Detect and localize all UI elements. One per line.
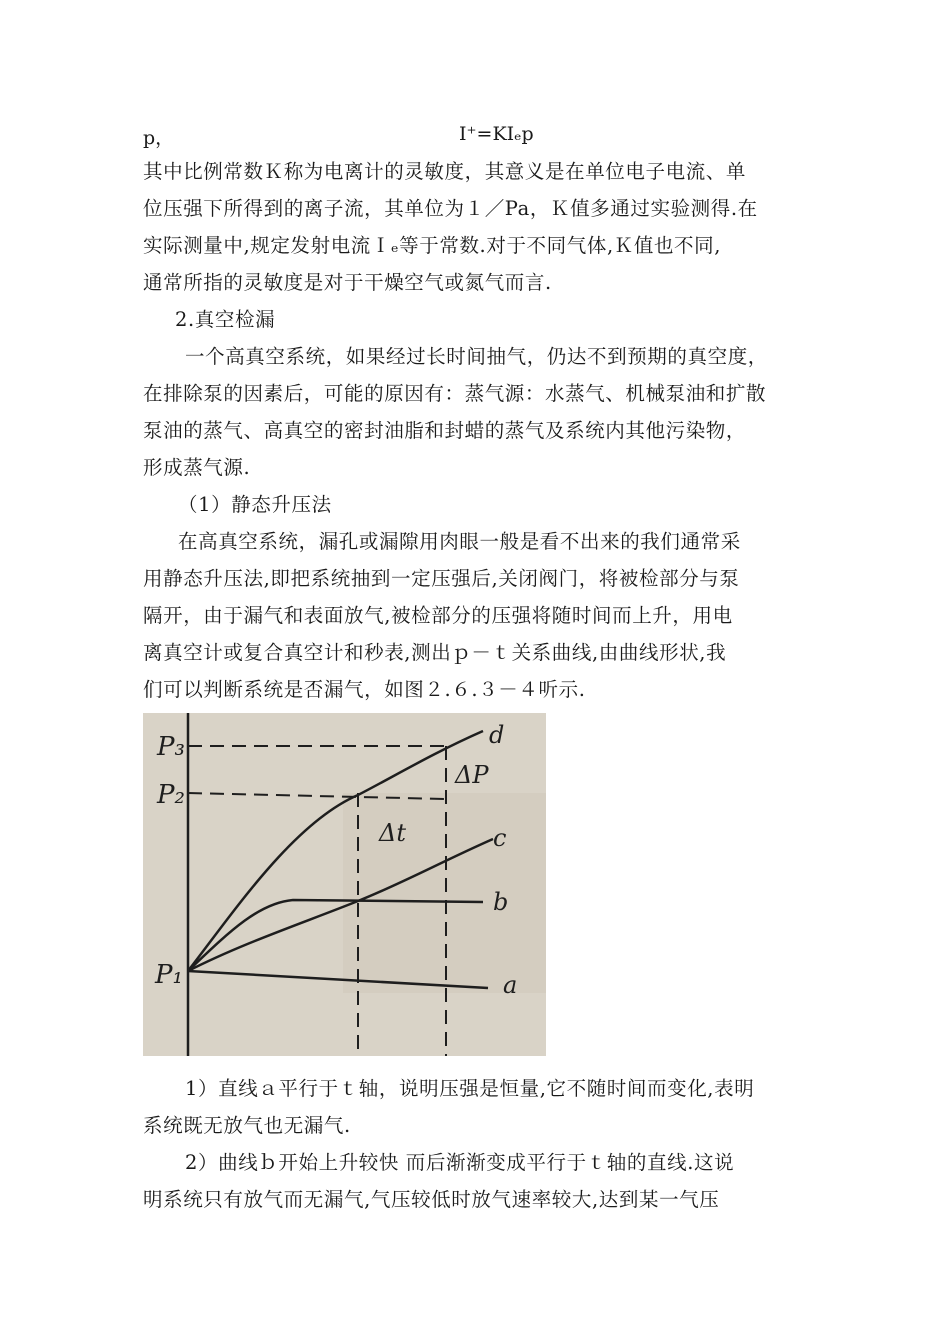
paragraph-line: 们可以判断系统是否漏气，如图２.６.３－４听示. xyxy=(143,678,586,701)
paragraph-line: 1）直线ａ平行于ｔ轴，说明压强是恒量,它不随时间而变化,表明 xyxy=(185,1077,755,1100)
formula-lhs: p， xyxy=(143,127,175,149)
p1-label: P₁ xyxy=(155,960,183,990)
paragraph-line: 2）曲线ｂ开始上升较快 而后渐渐变成平行于ｔ轴的直线.这说 xyxy=(185,1151,735,1174)
paragraph-line: 通常所指的灵敏度是对于干燥空气或氮气而言. xyxy=(143,271,552,294)
paragraph-line: 在高真空系统，漏孔或漏隙用肉眼一般是看不出来的我们通常采 xyxy=(178,530,741,553)
p2-label: P₂ xyxy=(157,780,185,810)
paragraph-line: 其中比例常数Ｋ称为电离计的灵敏度，其意义是在单位电子电流、单 xyxy=(143,160,747,183)
section-heading: 2.真空检漏 xyxy=(175,308,276,331)
paragraph-line: 离真空计或复合真空计和秒表,测出ｐ－ｔ关系曲线,由曲线形状,我 xyxy=(143,641,727,664)
curve-c-label: c xyxy=(493,824,507,852)
delta-t-label: Δt xyxy=(379,819,406,847)
formula-ionization: I⁺=KIₑp xyxy=(459,123,534,145)
paragraph-line: 一个高真空系统，如果经过长时间抽气，仍达不到预期的真空度， xyxy=(185,345,768,368)
paragraph-line: 实际测量中,规定发射电流Ｉₑ等于常数.对于不同气体,Ｋ值也不同, xyxy=(143,234,722,257)
pressure-time-diagram xyxy=(143,713,546,1056)
paragraph-line: 位压强下所得到的离子流，其单位为１／Pa，Ｋ值多通过实验测得.在 xyxy=(143,197,758,220)
pressure-time-figure xyxy=(143,713,546,1056)
paragraph-line: 在排除泵的因素后，可能的原因有：蒸气源：水蒸气、机械泵油和扩散 xyxy=(143,382,767,405)
subsection-heading: （1）静态升压法 xyxy=(178,493,332,516)
curve-b-label: b xyxy=(493,888,509,916)
figure-shading xyxy=(343,793,546,993)
paragraph-line: 泵油的蒸气、高真空的密封油脂和封蜡的蒸气及系统内其他污染物， xyxy=(143,419,747,442)
paragraph-line: 隔开，由于漏气和表面放气,被检部分的压强将随时间而上升，用电 xyxy=(143,604,733,627)
p3-label: P₃ xyxy=(157,732,185,762)
curve-a-label: a xyxy=(503,971,518,999)
paragraph-line: 明系统只有放气而无漏气,气压较低时放气速率较大,达到某一气压 xyxy=(143,1188,720,1211)
curve-d-label: d xyxy=(489,721,505,749)
paragraph-line: 形成蒸气源. xyxy=(143,456,251,479)
paragraph-line: 系统既无放气也无漏气. xyxy=(143,1114,351,1137)
paragraph-line: 用静态升压法,即把系统抽到一定压强后,关闭阀门，将被检部分与泵 xyxy=(143,567,740,590)
delta-p-label: ΔP xyxy=(455,761,489,789)
